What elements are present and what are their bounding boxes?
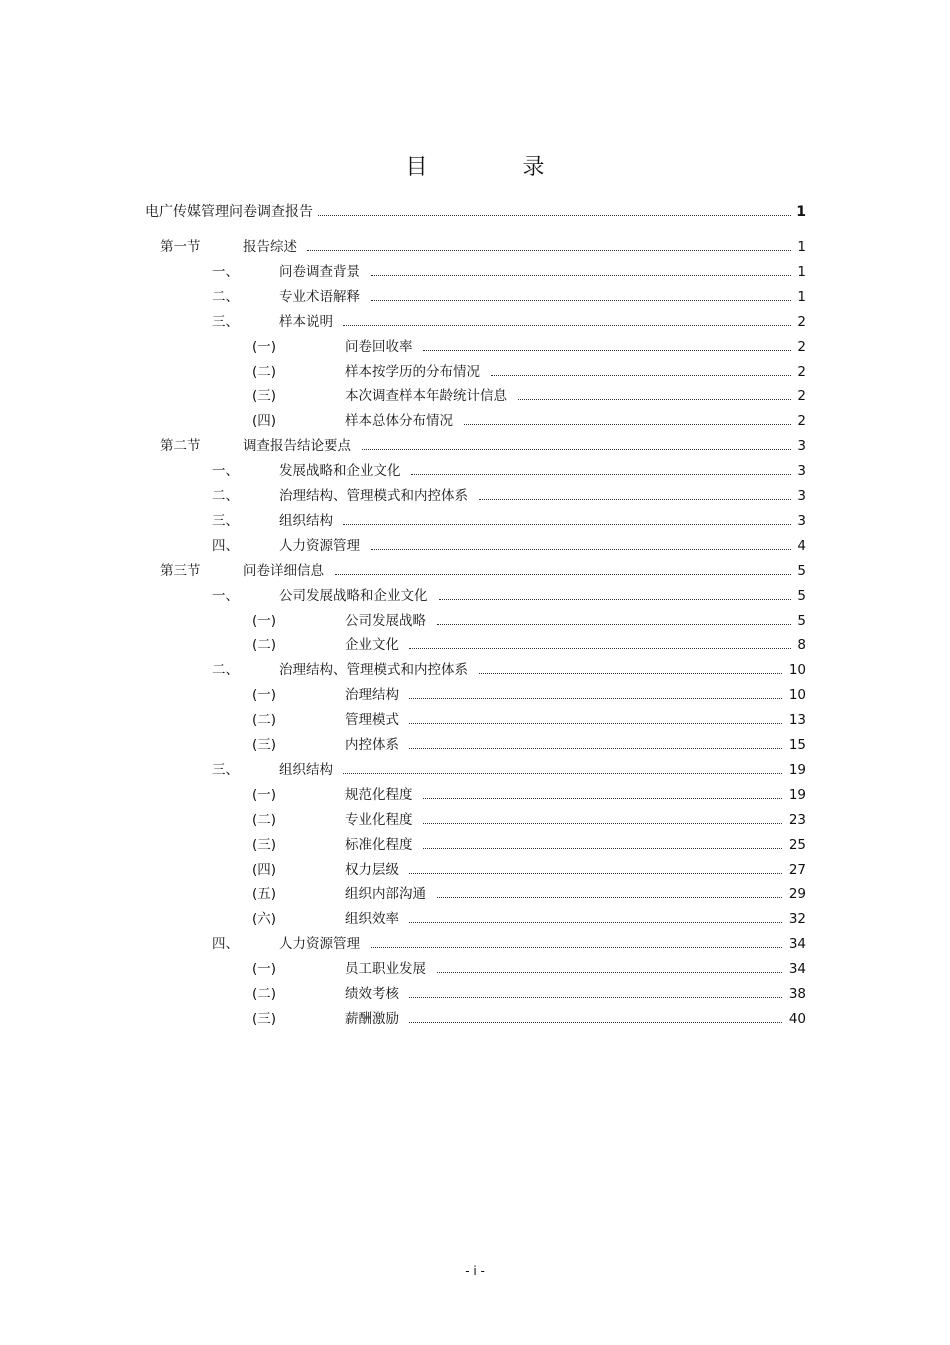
toc-page-number: 2	[797, 413, 806, 430]
toc-dot-leader	[437, 897, 782, 898]
toc-entry[interactable]	[0, 287, 950, 307]
toc-entry-title: 电广传媒管理问卷调查报告	[145, 204, 313, 220]
toc-entry[interactable]	[0, 635, 950, 655]
toc-entry-number: 一、	[212, 587, 239, 604]
toc-entry[interactable]	[0, 660, 950, 680]
toc-entry-title: 绩效考核	[345, 986, 399, 1002]
toc-entry-number: 一、	[212, 263, 239, 280]
toc-dot-leader	[423, 848, 782, 849]
toc-entry-title: 问卷回收率	[345, 338, 413, 355]
toc-entry[interactable]	[0, 835, 950, 855]
toc-page-number: 4	[797, 537, 806, 554]
toc-entry[interactable]	[0, 909, 950, 929]
toc-entry-number: 第二节	[160, 438, 201, 455]
toc-entry[interactable]	[0, 486, 950, 506]
toc-entry-title: 组织结构	[279, 512, 333, 529]
toc-entry[interactable]	[0, 202, 950, 222]
toc-page-number: 34	[788, 936, 806, 953]
toc-page-number: 27	[788, 861, 806, 878]
toc-entry[interactable]	[0, 959, 950, 979]
toc-dot-leader	[343, 325, 791, 326]
toc-dot-leader	[362, 449, 791, 450]
toc-page-number: 2	[797, 313, 806, 330]
toc-page-number: 1	[797, 288, 806, 305]
toc-entry-number: (一)	[252, 612, 277, 629]
toc-entry-number: (二)	[252, 637, 277, 654]
toc-page-number: 2	[797, 363, 806, 380]
toc-entry-title: 组织结构	[279, 761, 333, 778]
toc-dot-leader	[343, 524, 791, 525]
toc-entry-title: 问卷调查背景	[279, 263, 360, 280]
toc-entry-title: 治理结构、管理模式和内控体系	[279, 662, 468, 679]
toc-entry[interactable]	[0, 934, 950, 954]
toc-entry[interactable]	[0, 611, 950, 631]
toc-dot-leader	[439, 599, 791, 600]
toc-entry-number: 四、	[212, 936, 239, 953]
toc-entry[interactable]	[0, 386, 950, 406]
toc-entry-title: 治理结构、管理模式和内控体系	[279, 488, 468, 504]
toc-dot-leader	[343, 773, 782, 774]
toc-entry-number: 第三节	[160, 562, 201, 579]
toc-entry-number: 第一节	[160, 239, 201, 255]
toc-entry-title: 权力层级	[345, 861, 399, 878]
toc-dot-leader	[409, 922, 782, 923]
toc-page-number: 1	[797, 263, 806, 280]
toc-entry-number: (三)	[252, 1010, 277, 1027]
toc-dot-leader	[409, 1022, 782, 1023]
toc-dot-leader	[464, 424, 791, 425]
toc-page-number: 10	[788, 687, 806, 704]
toc-dot-leader	[371, 549, 791, 550]
toc-page-number: 2	[797, 388, 806, 405]
toc-dot-leader	[437, 624, 791, 625]
toc-entry-number: (一)	[252, 338, 277, 355]
toc-page-number: 15	[788, 737, 806, 753]
toc-entry[interactable]	[0, 461, 950, 481]
toc-dot-leader	[518, 399, 791, 400]
page-number-footer: - i -	[465, 1264, 485, 1278]
toc-entry-number: (三)	[252, 388, 277, 405]
toc-dot-leader	[479, 673, 782, 674]
toc-dot-leader	[423, 823, 782, 824]
toc-entry[interactable]	[0, 561, 950, 581]
toc-dot-leader	[423, 798, 782, 799]
toc-entry[interactable]	[0, 536, 950, 556]
toc-entry-number: 二、	[212, 662, 239, 679]
toc-entry-number: (二)	[252, 712, 277, 729]
toc-entry-number: 三、	[212, 313, 239, 330]
toc-entry[interactable]	[0, 884, 950, 904]
toc-entry-title: 发展战略和企业文化	[279, 463, 401, 480]
toc-entry[interactable]	[0, 262, 950, 282]
toc-page-number: 32	[788, 911, 806, 928]
toc-page-number: 29	[788, 886, 806, 903]
toc-entry[interactable]	[0, 860, 950, 880]
toc-entry-title: 内控体系	[345, 737, 399, 753]
toc-page-number: 19	[788, 761, 806, 778]
toc-entry-number: 三、	[212, 761, 239, 778]
toc-entry[interactable]	[0, 685, 950, 705]
toc-entry-title: 标准化程度	[345, 836, 413, 853]
toc-entry[interactable]	[0, 710, 950, 730]
toc-page-number: 3	[797, 488, 806, 504]
toc-entry-title: 报告综述	[243, 239, 297, 255]
toc-page-number: 3	[797, 463, 806, 480]
toc-page-number: 40	[788, 1010, 806, 1027]
toc-entry-title: 公司发展战略	[345, 612, 426, 629]
toc-page-number: 1	[796, 204, 806, 220]
toc-entry-number: (二)	[252, 986, 277, 1002]
toc-page-number: 2	[797, 338, 806, 355]
toc-dot-leader	[371, 947, 782, 948]
toc-entry-number: 三、	[212, 512, 239, 529]
toc-entry-title: 人力资源管理	[279, 936, 360, 953]
toc-page-number: 38	[788, 986, 806, 1002]
toc-entry[interactable]	[0, 511, 950, 531]
toc-entry-number: (五)	[252, 886, 277, 903]
toc-page-number: 10	[788, 662, 806, 679]
toc-entry-number: (六)	[252, 911, 277, 928]
toc-entry[interactable]	[0, 735, 950, 755]
toc-entry[interactable]	[0, 586, 950, 606]
toc-page-number: 5	[797, 587, 806, 604]
toc-entry-title: 组织效率	[345, 911, 399, 928]
toc-entry-number: (三)	[252, 836, 277, 853]
toc-page-number: 5	[797, 612, 806, 629]
toc-entry[interactable]	[0, 436, 950, 456]
toc-entry-title: 样本说明	[279, 313, 333, 330]
toc-dot-leader	[491, 375, 791, 376]
toc-entry-title: 公司发展战略和企业文化	[279, 587, 428, 604]
toc-entry-title: 样本总体分布情况	[345, 413, 453, 430]
toc-dot-leader	[307, 250, 791, 251]
toc-entry-number: (三)	[252, 737, 277, 753]
toc-entry-title: 管理模式	[345, 712, 399, 729]
toc-entry-title: 组织内部沟通	[345, 886, 426, 903]
toc-entry-number: (一)	[252, 687, 277, 704]
toc-entry-number: 二、	[212, 488, 239, 504]
toc-page-number: 13	[788, 712, 806, 729]
toc-dot-leader	[409, 723, 782, 724]
toc-page-number: 3	[797, 512, 806, 529]
toc-page-number: 5	[797, 562, 806, 579]
toc-entry-number: 二、	[212, 288, 239, 305]
toc-entry-title: 治理结构	[345, 687, 399, 704]
toc-entry[interactable]	[0, 362, 950, 382]
toc-entry[interactable]	[0, 337, 950, 357]
toc-entry[interactable]	[0, 760, 950, 780]
page-title: 目 录	[405, 155, 589, 180]
toc-dot-leader	[371, 275, 791, 276]
toc-dot-leader	[423, 350, 791, 351]
toc-entry[interactable]	[0, 312, 950, 332]
toc-entry-number: (一)	[252, 786, 277, 803]
toc-entry-title: 规范化程度	[345, 786, 413, 803]
toc-entry-title: 员工职业发展	[345, 961, 426, 978]
toc-entry[interactable]	[0, 237, 950, 257]
toc-dot-leader	[411, 474, 791, 475]
toc-entry[interactable]	[0, 785, 950, 805]
toc-dot-leader	[437, 972, 782, 973]
toc-entry-number: (四)	[252, 861, 277, 878]
toc-page-number: 34	[788, 961, 806, 978]
toc-page-number: 19	[788, 786, 806, 803]
toc-dot-leader	[409, 997, 782, 998]
toc-entry[interactable]	[0, 411, 950, 431]
toc-page-number: 1	[797, 239, 806, 255]
toc-entry-number: 四、	[212, 537, 239, 554]
toc-dot-leader	[409, 698, 782, 699]
toc-entry-number: (二)	[252, 363, 277, 380]
toc-entry[interactable]	[0, 1009, 950, 1029]
toc-entry-title: 问卷详细信息	[243, 562, 324, 579]
toc-entry-number: 一、	[212, 463, 239, 480]
toc-dot-leader	[409, 748, 782, 749]
toc-entry-title: 薪酬激励	[345, 1010, 399, 1027]
toc-page-number: 23	[788, 811, 806, 828]
toc-page-number: 8	[797, 637, 806, 654]
toc-entry[interactable]	[0, 810, 950, 830]
toc-entry-title: 企业文化	[345, 637, 399, 654]
toc-dot-leader	[335, 574, 791, 575]
toc-entry-title: 调查报告结论要点	[243, 438, 351, 455]
toc-page-number: 3	[797, 438, 806, 455]
toc-entry[interactable]	[0, 984, 950, 1004]
toc-entry-title: 人力资源管理	[279, 537, 360, 554]
toc-dot-leader	[479, 499, 791, 500]
toc-entry-title: 专业化程度	[345, 811, 413, 828]
toc-page-number: 25	[788, 836, 806, 853]
toc-dot-leader	[409, 873, 782, 874]
toc-dot-leader	[409, 648, 791, 649]
toc-entry-number: (四)	[252, 413, 277, 430]
toc-dot-leader	[318, 215, 791, 216]
toc-dot-leader	[371, 300, 791, 301]
toc-entry-number: (一)	[252, 961, 277, 978]
toc-entry-number: (二)	[252, 811, 277, 828]
toc-entry-title: 样本按学历的分布情况	[345, 363, 480, 380]
toc-entry-title: 专业术语解释	[279, 288, 360, 305]
toc-entry-title: 本次调查样本年龄统计信息	[345, 388, 507, 405]
